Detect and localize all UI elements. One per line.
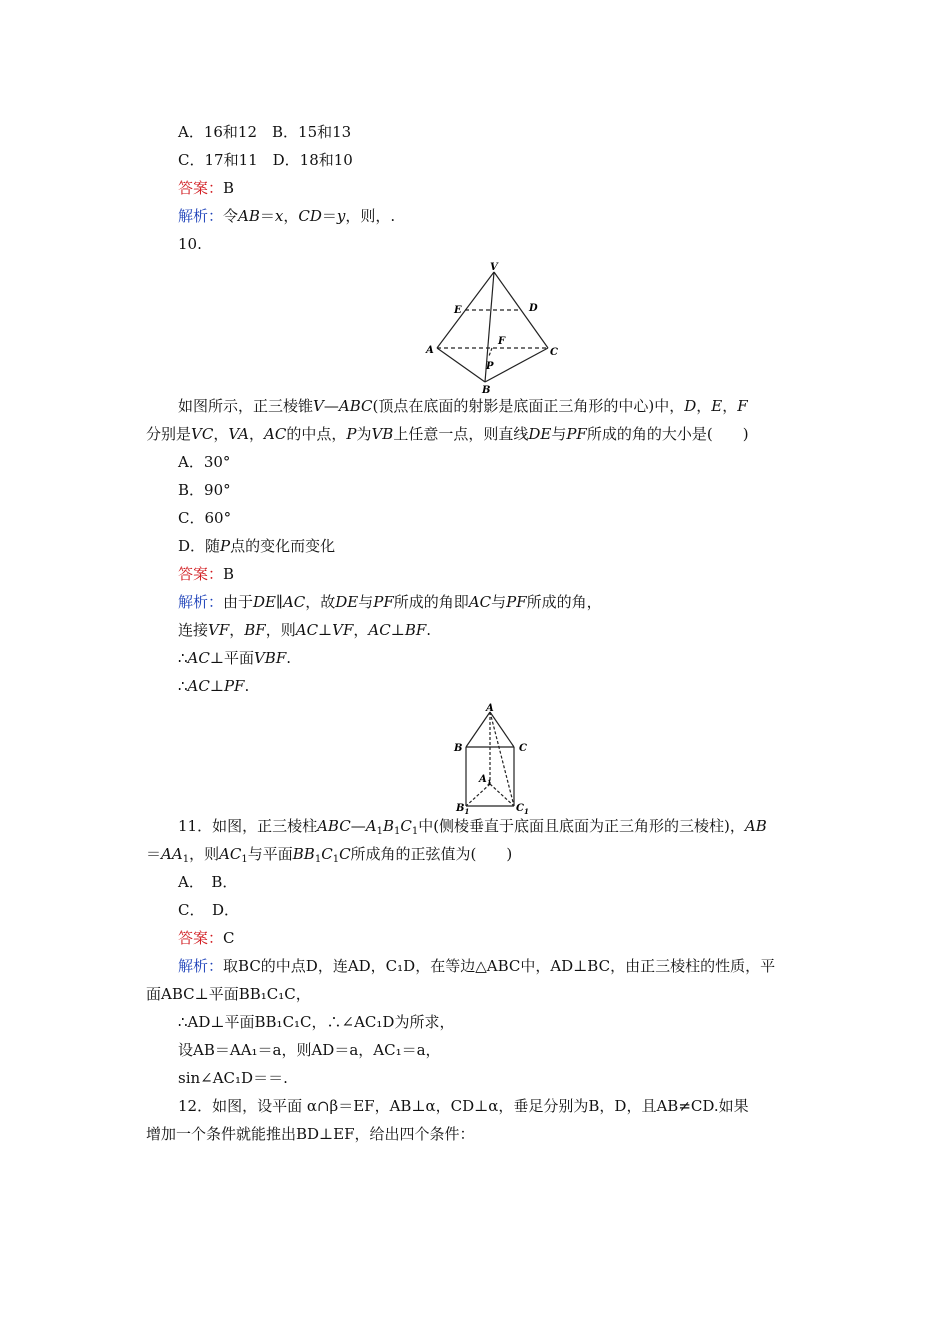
answer-label: 答案： (178, 929, 224, 947)
answer-label: 答案： (178, 565, 224, 583)
q11-options-ab: A． B． (178, 873, 238, 891)
q11-solution-line1: 解析：取BC的中点D，连AD，C₁D，在等边△ABC中，AD⊥BC，由正三棱柱的性质，平 (178, 957, 776, 975)
label-A: A (486, 703, 494, 714)
q11-solution-line5: sin∠AC₁D＝＝. (178, 1069, 288, 1087)
pyramid-figure (420, 262, 570, 394)
solution-label: 解析： (178, 207, 224, 225)
q10-stem-line2: 分别是VC，VA，AC的中点，P为VB上任意一点，则直线DE与PF所成的角的大小是( ) (146, 425, 749, 443)
q12-stem-line1: 12．如图，设平面 α∩β＝EF，AB⊥α，CD⊥α，垂足分别为B，D，且AB≠CD.如果 (178, 1097, 749, 1115)
label-C: C (550, 347, 558, 358)
label-F: F (498, 336, 506, 347)
q9-answer (178, 178, 234, 198)
q11-solution-line4: 设AB＝AA₁＝a，则AD＝a，AC₁＝a， (178, 1041, 441, 1059)
q10-answer (178, 564, 234, 584)
solution-label: 解析： (178, 957, 224, 975)
prism-figure (450, 700, 530, 814)
q10-solution-line4: ∴AC⊥PF. (178, 677, 250, 695)
q10-option-c: C．60° (178, 509, 232, 527)
q11-stem-line2: $=AA_1$，则$AC_1$与平面$BB_1C_1C$所成角的正弦值为( ) (146, 845, 513, 865)
label-C: C (519, 743, 527, 754)
q9-options-ab: A．16和12 B．15和13 (178, 123, 352, 141)
q11-solution-line2: 面ABC⊥平面BB₁C₁C， (146, 985, 311, 1003)
label-B1: $B_1$ (456, 803, 470, 814)
answer-value: C (223, 929, 235, 947)
answer-value: B (223, 179, 235, 197)
label-D: D (529, 303, 538, 314)
label-B: B (454, 743, 463, 754)
q11-stem-line1: 11．如图，正三棱柱$ABC—A_1B_1C_1$中(侧棱垂直于底面且底面为正三角形的三棱柱)，AB (178, 817, 767, 837)
answer-value: B (223, 565, 235, 583)
q10-stem-line1: 如图所示，正三棱锥V—ABC(顶点在底面的射影是底面正三角形的中心)中，D，E，F (178, 397, 748, 415)
q10-option-b: B．90° (178, 481, 231, 499)
label-A1: $A_1$ (479, 774, 492, 787)
q12-stem-line2: 增加一个条件就能推出BD⊥EF，给出四个条件： (146, 1125, 475, 1143)
label-P: P (486, 361, 494, 372)
label-B: B (482, 385, 491, 394)
q10-number: 10. (178, 235, 202, 253)
q11-solution-line3: ∴AD⊥平面BB₁C₁C，∴∠AC₁D为所求， (178, 1013, 455, 1031)
q9-options-cd: C．17和11 D．18和10 (178, 151, 353, 169)
solution-label: 解析： (178, 593, 224, 611)
q11-answer (178, 928, 235, 948)
q10-solution-line2: 连接VF，BF，则AC⊥VF，AC⊥BF. (178, 621, 432, 639)
q11-options-cd: C． D． (178, 901, 240, 919)
label-A: A (426, 345, 434, 356)
q10-solution-line1: 解析：由于DE∥AC，故DE与PF所成的角即AC与PF所成的角， (178, 593, 602, 611)
q10-solution-line3: ∴AC⊥平面VBF. (178, 649, 292, 667)
answer-label: 答案： (178, 179, 224, 197)
label-E: E (454, 305, 462, 316)
q10-option-d: D．随P点的变化而变化 (178, 537, 336, 555)
label-C1: $C_1$ (516, 803, 529, 814)
q10-option-a: A．30° (178, 453, 231, 471)
q9-solution: 解析：令AB＝x，CD＝y，则，. (178, 207, 396, 225)
label-V: V (490, 262, 498, 273)
